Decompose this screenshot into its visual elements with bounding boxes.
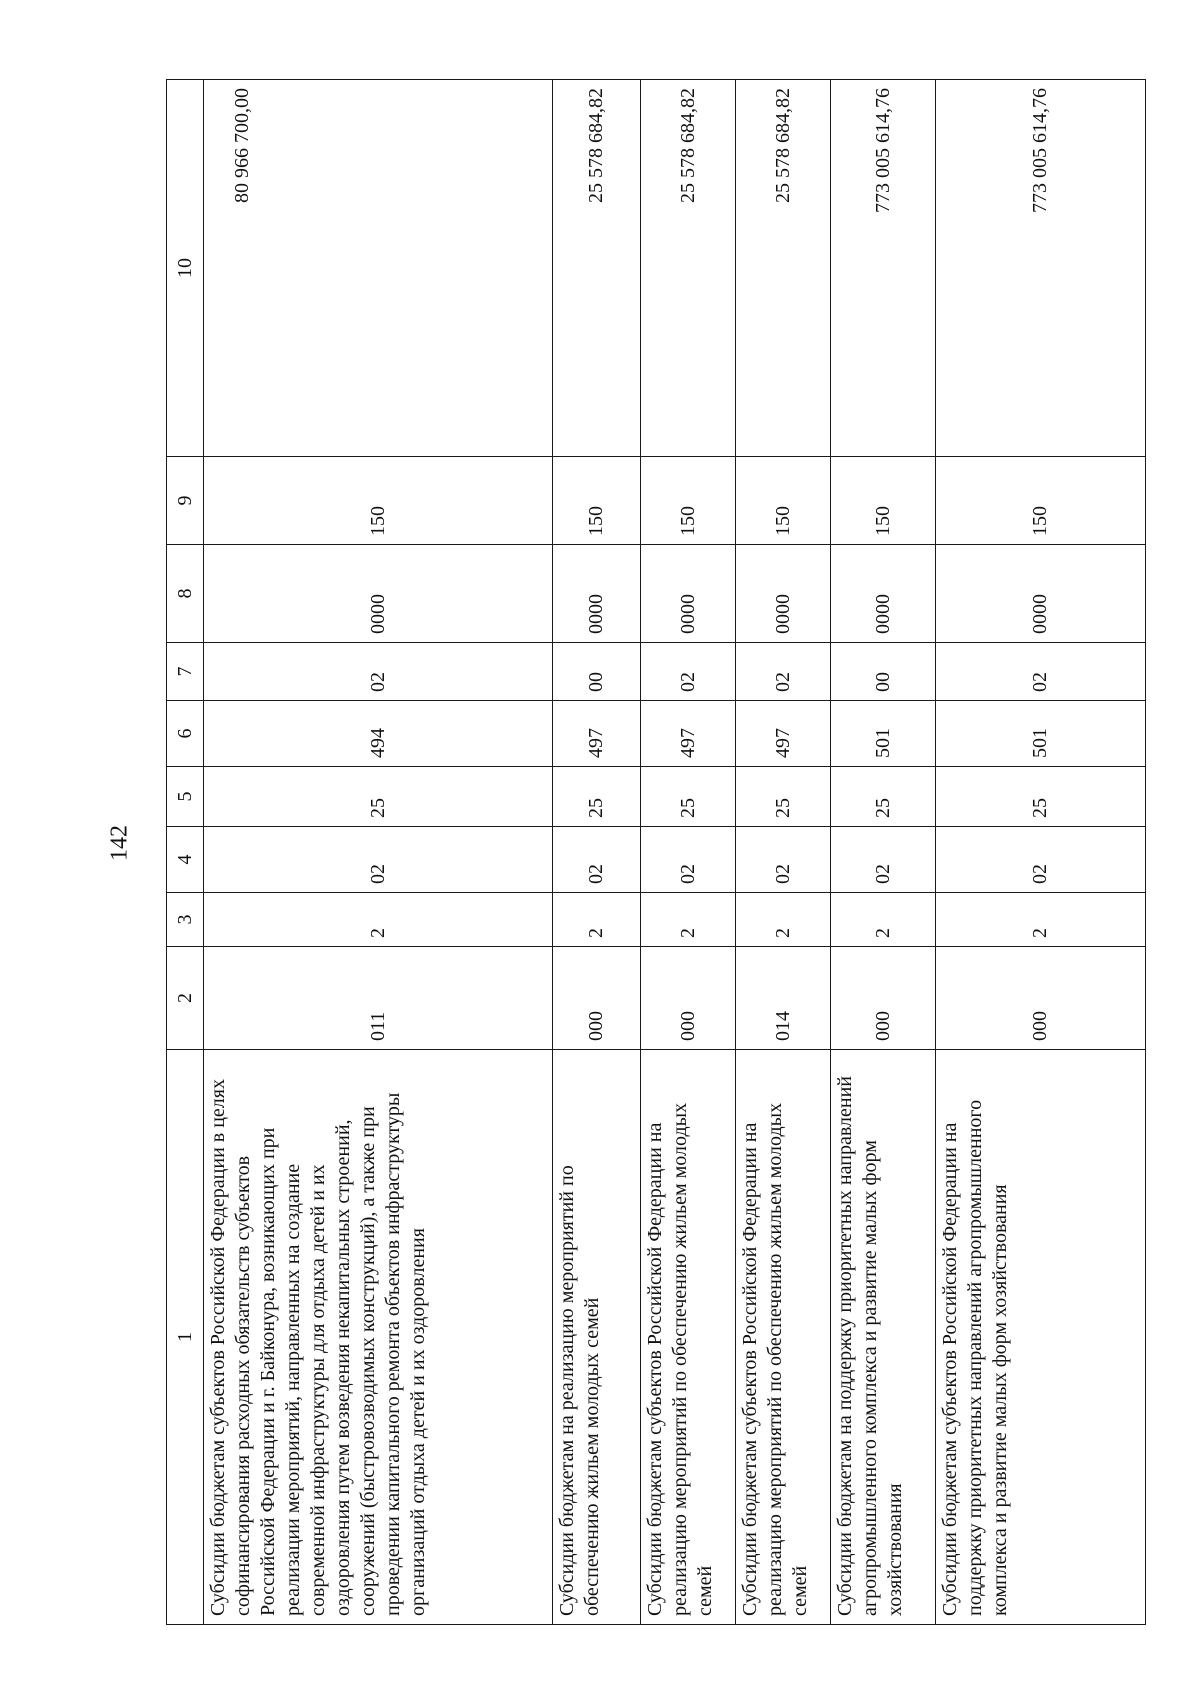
header-cell: 10 xyxy=(167,80,204,457)
code-cell: 02 xyxy=(204,643,553,701)
code-cell: 02 xyxy=(204,827,553,893)
code-cell: 150 xyxy=(736,457,831,545)
admin-code-cell: 000 xyxy=(553,947,641,1050)
code-cell: 02 xyxy=(831,827,936,893)
code-cell: 2 xyxy=(553,893,641,947)
header-cell: 6 xyxy=(167,701,204,767)
code-cell: 494 xyxy=(204,701,553,767)
budget-table xyxy=(166,79,1146,1625)
code-cell: 25 xyxy=(553,767,641,827)
code-cell: 150 xyxy=(204,457,553,545)
code-cell: 0000 xyxy=(831,545,936,643)
code-cell: 25 xyxy=(641,767,736,827)
code-cell: 2 xyxy=(736,893,831,947)
row-description: Субсидии бюджетам субъектов Российской Федерации в целях софинансирования расходных обязательств субъектов Российской Федерации и г. Байконура, возникающих при реализации мероприятий, направленных на создание современной инфраструктуры для отдыха детей и их оздоровления путем возведения некапитальных строений, сооружений (быстровозводимых конструкций), а также при проведении капитального ремонта объектов инфраструктуры организаций отдыха детей и их оздоровления xyxy=(204,1050,553,1625)
page-number: 142 xyxy=(106,825,133,861)
table-row xyxy=(736,80,831,1625)
column-number-row xyxy=(167,80,204,1625)
admin-code-cell: 000 xyxy=(641,947,736,1050)
amount-cell: 25 578 684,82 xyxy=(553,80,641,457)
code-cell: 2 xyxy=(641,893,736,947)
code-cell: 150 xyxy=(831,457,936,545)
table-row xyxy=(831,80,936,1625)
amount-cell: 80 966 700,00 xyxy=(204,80,553,457)
code-cell: 2 xyxy=(204,893,553,947)
code-cell: 02 xyxy=(936,827,1146,893)
code-cell: 150 xyxy=(553,457,641,545)
code-cell: 02 xyxy=(736,827,831,893)
amount-cell: 773 005 614,76 xyxy=(831,80,936,457)
row-description: Субсидии бюджетам на реализацию мероприятий по обеспечению жильем молодых семей xyxy=(553,1050,641,1625)
code-cell: 497 xyxy=(553,701,641,767)
header-cell: 7 xyxy=(167,643,204,701)
row-description: Субсидии бюджетам на поддержку приоритетных направлений агропромышленного комплекса и развитие малых форм хозяйствования xyxy=(831,1050,936,1625)
row-description: Субсидии бюджетам субъектов Российской Федерации на реализацию мероприятий по обеспечению жильем молодых семей xyxy=(641,1050,736,1625)
header-cell: 9 xyxy=(167,457,204,545)
code-cell: 150 xyxy=(936,457,1146,545)
header-cell: 2 xyxy=(167,947,204,1050)
code-cell: 02 xyxy=(736,643,831,701)
code-cell: 0000 xyxy=(641,545,736,643)
code-cell: 25 xyxy=(736,767,831,827)
code-cell: 02 xyxy=(641,827,736,893)
code-cell: 0000 xyxy=(736,545,831,643)
admin-code-cell: 000 xyxy=(936,947,1146,1050)
header-cell: 8 xyxy=(167,545,204,643)
code-cell: 00 xyxy=(831,643,936,701)
row-description: Субсидии бюджетам субъектов Российской Федерации на поддержку приоритетных направлений агропромышленного комплекса и развитие малых форм хозяйствования xyxy=(936,1050,1146,1625)
code-cell: 0000 xyxy=(204,545,553,643)
admin-code-cell: 011 xyxy=(204,947,553,1050)
code-cell: 497 xyxy=(736,701,831,767)
code-cell: 25 xyxy=(204,767,553,827)
code-cell: 02 xyxy=(936,643,1146,701)
header-cell: 5 xyxy=(167,767,204,827)
code-cell: 25 xyxy=(831,767,936,827)
code-cell: 0000 xyxy=(936,545,1146,643)
code-cell: 2 xyxy=(831,893,936,947)
table-row xyxy=(553,80,641,1625)
code-cell: 501 xyxy=(936,701,1146,767)
amount-cell: 25 578 684,82 xyxy=(641,80,736,457)
code-cell: 25 xyxy=(936,767,1146,827)
amount-cell: 773 005 614,76 xyxy=(936,80,1146,457)
code-cell: 501 xyxy=(831,701,936,767)
admin-code-cell: 000 xyxy=(831,947,936,1050)
header-cell: 3 xyxy=(167,893,204,947)
code-cell: 00 xyxy=(553,643,641,701)
code-cell: 02 xyxy=(641,643,736,701)
table-row xyxy=(641,80,736,1625)
admin-code-cell: 014 xyxy=(736,947,831,1050)
code-cell: 497 xyxy=(641,701,736,767)
table-row xyxy=(936,80,1146,1625)
code-cell: 02 xyxy=(553,827,641,893)
code-cell: 2 xyxy=(936,893,1146,947)
header-cell: 4 xyxy=(167,827,204,893)
table-row xyxy=(204,80,553,1625)
header-cell: 1 xyxy=(167,1050,204,1625)
row-description: Субсидии бюджетам субъектов Российской Федерации на реализацию мероприятий по обеспечению жильем молодых семей xyxy=(736,1050,831,1625)
rotated-table-wrapper xyxy=(166,80,1146,1625)
amount-cell: 25 578 684,82 xyxy=(736,80,831,457)
code-cell: 150 xyxy=(641,457,736,545)
code-cell: 0000 xyxy=(553,545,641,643)
